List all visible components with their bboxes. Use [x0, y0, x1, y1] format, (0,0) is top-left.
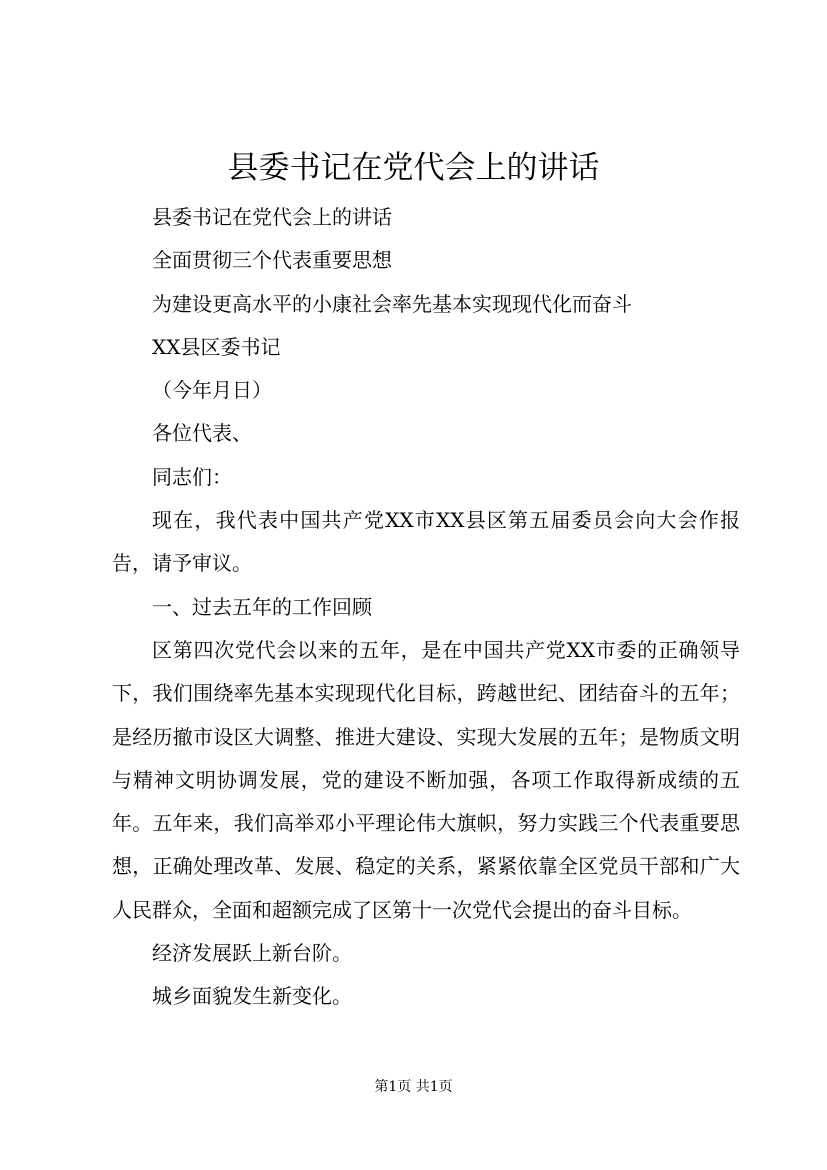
- paragraph: 城乡面貌发生新变化。: [152, 984, 352, 1009]
- document-title: 县委书记在党代会上的讲话: [227, 150, 600, 186]
- paragraph: XX县区委书记: [152, 334, 281, 359]
- page-footer: 第1页 共1页: [374, 1079, 453, 1095]
- paragraph: 为建设更高水平的小康社会率先基本实现现代化而奋斗: [152, 291, 632, 316]
- paragraph: 区第四次党代会以来的五年，是在中国共产党XX市委的正确领导下，我们围绕率先基本实现现代化目标，跨越世纪、团结奋斗的五年；是经历撤市设区大调整、推进大建设、实现大发展的五年；是物质文明与精神文明协调发展，党的建设不断加强，各项工作取得新成绩的五年。五年来，我们高举邓小平理论伟大旗帜，努力实践三个代表重要思想，正确处理改革、发展、稳定的关系，紧紧依靠全区党员干部和广大人民群众，全面和超额完成了区第十一次党代会提出的奋斗目标。: [112, 637, 740, 922]
- paragraph: 各位代表、: [152, 421, 252, 446]
- paragraph: 同志们：: [152, 464, 232, 489]
- paragraph: 一、过去五年的工作回顾: [152, 594, 372, 619]
- document-body: [112, 196, 740, 1019]
- paragraph: 经济发展跃上新台阶。: [152, 941, 352, 966]
- paragraph: 县委书记在党代会上的讲话: [152, 205, 392, 229]
- paragraph: 现在，我代表中国共产党XX市XX县区第五届委员会向大会作报告，请予审议。: [112, 508, 740, 576]
- paragraph: 全面贯彻三个代表重要思想: [152, 248, 392, 273]
- paragraph: （今年月日）: [152, 378, 272, 403]
